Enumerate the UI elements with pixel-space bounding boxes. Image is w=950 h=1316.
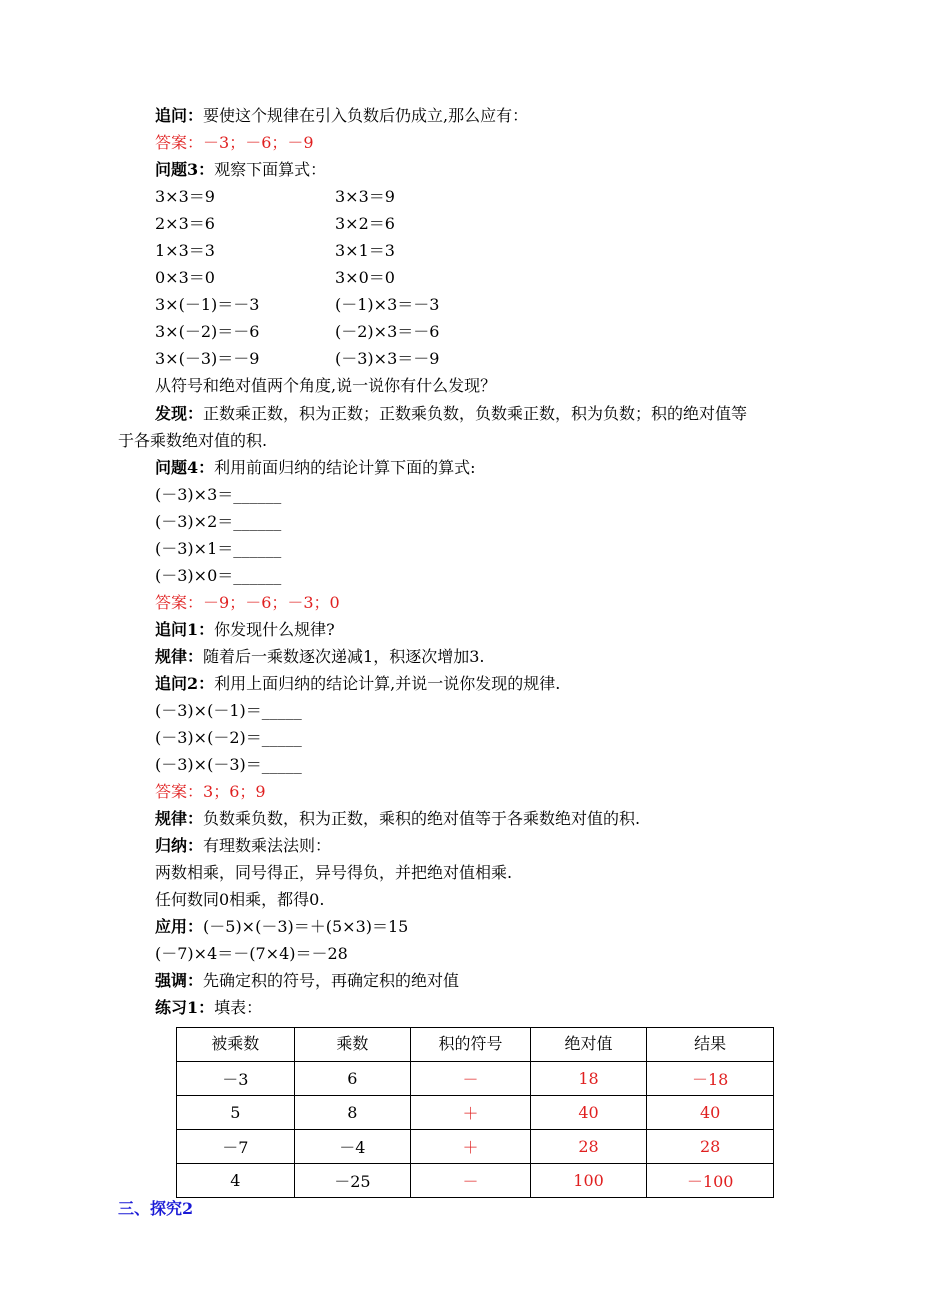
q4-item: (－3)×3＝______ xyxy=(155,485,282,504)
followup-2: 追问2：利用上面归纳的结论计算,并说一说你发现的规律. xyxy=(155,674,561,693)
q4-item: (－3)×2＝______ xyxy=(155,512,282,531)
followup-0: 追问：要使这个规律在引入负数后仍成立,那么应有： xyxy=(155,106,529,125)
table-cell-answer: ＋ xyxy=(411,1096,531,1130)
equation-row: 2×3＝6 3×2＝6 xyxy=(155,214,395,233)
application-2: (－7)×4＝－(7×4)＝－28 xyxy=(155,944,348,963)
table-cell-answer: 40 xyxy=(647,1096,774,1130)
table-cell: －4 xyxy=(294,1130,411,1164)
table-cell-answer: － xyxy=(411,1164,531,1198)
table-cell-answer: 100 xyxy=(530,1164,647,1198)
table-header: 结果 xyxy=(647,1028,774,1062)
table-cell-answer: ＋ xyxy=(411,1130,531,1164)
emphasis: 强调：先确定积的符号，再确定积的绝对值 xyxy=(155,971,460,990)
fu2-item: (－3)×(－2)＝_____ xyxy=(155,728,302,747)
table-row xyxy=(177,1096,774,1130)
exercise-1: 练习1：填表： xyxy=(155,998,263,1017)
table-cell: 4 xyxy=(177,1164,295,1198)
table-row xyxy=(177,1130,774,1164)
fill-table xyxy=(176,1027,774,1198)
table-header: 被乘数 xyxy=(177,1028,295,1062)
question-4: 问题4：利用前面归纳的结论计算下面的算式: xyxy=(155,458,476,477)
equation-row: 3×(－1)＝－3 (－1)×3＝－3 xyxy=(155,295,440,314)
answer-3: 答案：3；6；9 xyxy=(155,782,266,801)
equation-row: 3×(－3)＝－9 (－3)×3＝－9 xyxy=(155,349,440,368)
q4-item: (－3)×0＝______ xyxy=(155,566,282,585)
fu2-item: (－3)×(－1)＝_____ xyxy=(155,701,302,720)
answer-1: 答案：－3；－6；－9 xyxy=(155,133,314,152)
table-cell-answer: －100 xyxy=(647,1164,774,1198)
table-header: 乘数 xyxy=(294,1028,411,1062)
equation-row: 0×3＝0 3×0＝0 xyxy=(155,268,395,287)
discovery: 发现：正数乘正数，积为正数；正数乘负数，负数乘正数，积为负数；积的绝对值等 xyxy=(155,404,748,423)
table-cell-answer: － xyxy=(411,1062,531,1096)
table-cell-answer: 18 xyxy=(530,1062,647,1096)
table-cell: 5 xyxy=(177,1096,295,1130)
followup-1: 追问1：你发现什么规律? xyxy=(155,620,335,639)
equation-row: 1×3＝3 3×1＝3 xyxy=(155,241,395,260)
table-cell: －25 xyxy=(294,1164,411,1198)
table-cell: 6 xyxy=(294,1062,411,1096)
table-cell-answer: 40 xyxy=(530,1096,647,1130)
table-cell-answer: 28 xyxy=(530,1130,647,1164)
section-heading: 三、探究2 xyxy=(118,1199,194,1218)
table-row xyxy=(177,1164,774,1198)
table-cell-answer: 28 xyxy=(647,1130,774,1164)
prompt-sign: 从符号和绝对值两个角度,说一说你有什么发现？ xyxy=(155,376,497,395)
table-cell: －3 xyxy=(177,1062,295,1096)
answer-2: 答案：－9；－6；－3；0 xyxy=(155,593,340,612)
fu2-item: (－3)×(－3)＝_____ xyxy=(155,755,302,774)
rule-2: 规律：负数乘负数，积为正数，乘积的绝对值等于各乘数绝对值的积. xyxy=(155,809,641,828)
induction: 归纳：有理数乘法法则： xyxy=(155,836,332,855)
rule-1: 规律：随着后一乘数逐次递减1，积逐次增加3. xyxy=(155,647,485,666)
table-header: 绝对值 xyxy=(530,1028,647,1062)
table-cell: 8 xyxy=(294,1096,411,1130)
table-row xyxy=(177,1062,774,1096)
equation-row: 3×(－2)＝－6 (－2)×3＝－6 xyxy=(155,322,440,341)
table-cell-answer: －18 xyxy=(647,1062,774,1096)
law-1: 两数相乘，同号得正，异号得负，并把绝对值相乘. xyxy=(155,863,513,882)
q4-item: (－3)×1＝______ xyxy=(155,539,282,558)
question-3: 问题3：观察下面算式： xyxy=(155,160,327,179)
table-cell: －7 xyxy=(177,1130,295,1164)
application: 应用：(－5)×(－3)＝＋(5×3)＝15 xyxy=(155,917,409,936)
law-2: 任何数同0相乘，都得0. xyxy=(155,890,325,909)
equation-row: 3×3＝9 3×3＝9 xyxy=(155,187,395,206)
discovery-continued: 于各乘数绝对值的积. xyxy=(118,431,268,450)
table-header: 积的符号 xyxy=(411,1028,531,1062)
table-header-row xyxy=(177,1028,774,1062)
